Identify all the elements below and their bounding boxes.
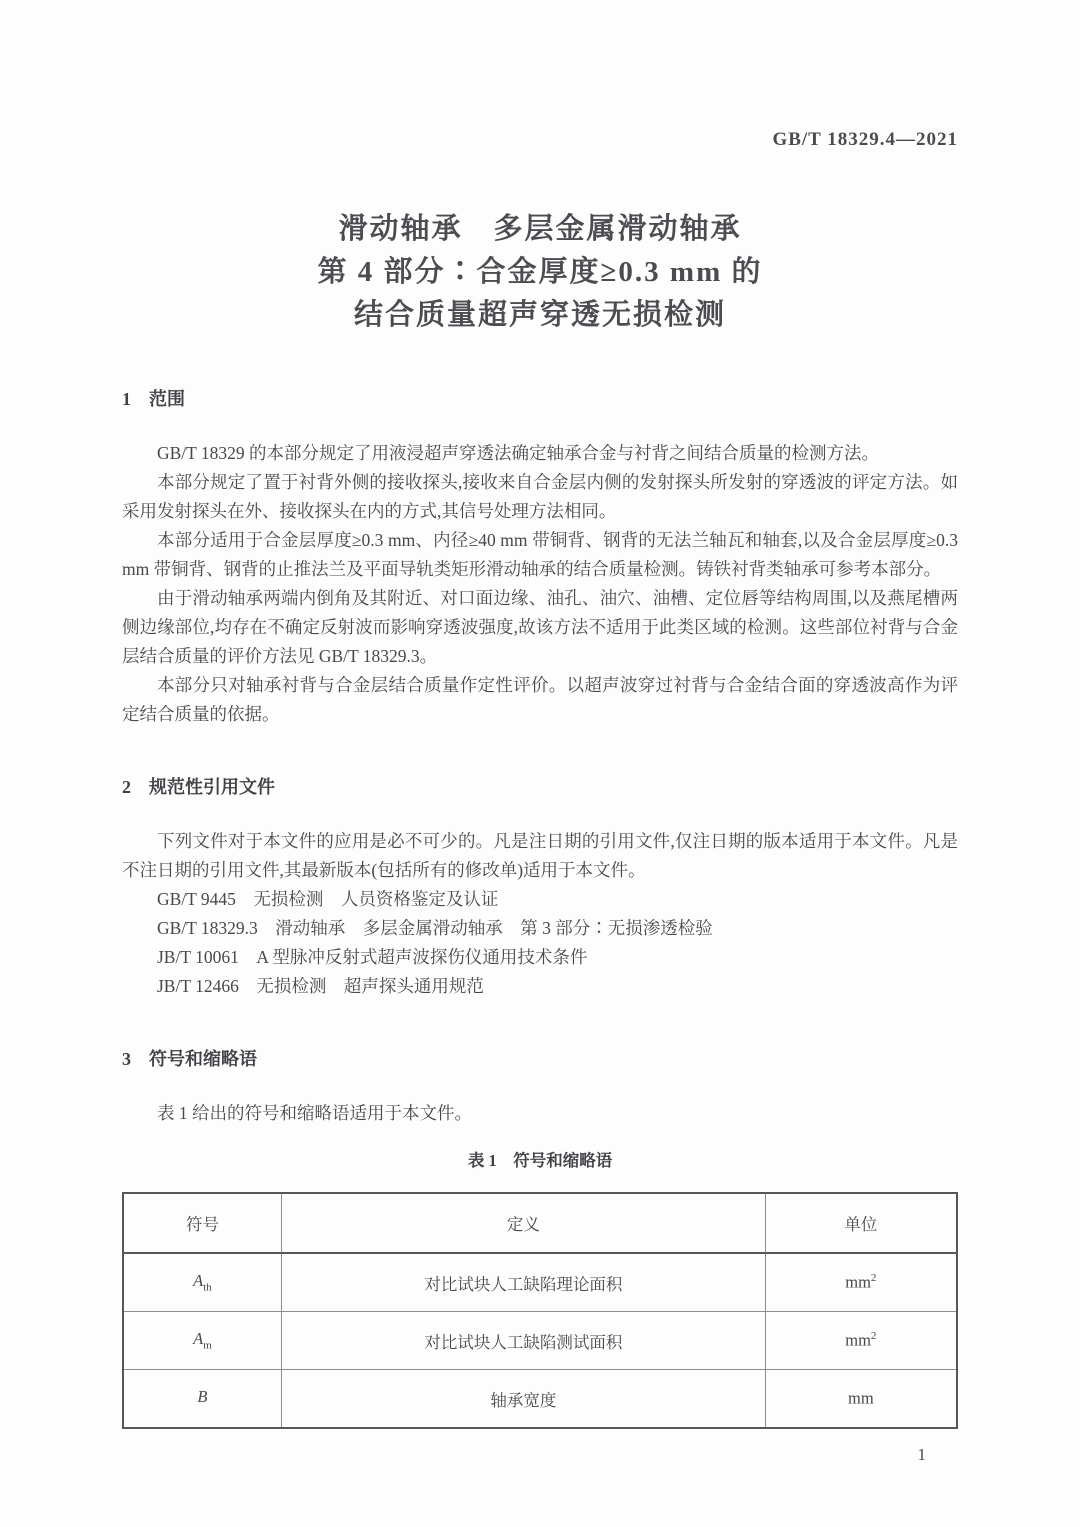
- symbol-base: B: [197, 1387, 208, 1407]
- paragraph: 下列文件对于本文件的应用是必不可少的。凡是注日期的引用文件,仅注日期的版本适用于本文件。凡是不注日期的引用文件,其最新版本(包括所有的修改单)适用于本文件。: [122, 831, 958, 880]
- reference-item: GB/T 18329.3 滑动轴承 多层金属滑动轴承 第 3 部分∶无损渗透检验: [157, 918, 713, 938]
- definition-cell: 对比试块人工缺陷测试面积: [281, 1312, 765, 1370]
- table-header-definition: 定义: [281, 1193, 765, 1253]
- title-line-2: 第 4 部分∶合金厚度≥0.3 mm 的: [317, 256, 763, 288]
- symbol-base: A: [193, 1329, 204, 1349]
- table-row: [123, 1253, 957, 1312]
- symbol-base: A: [193, 1271, 204, 1291]
- page-number: 1: [917, 1445, 926, 1464]
- section-3-body: [122, 1099, 958, 1128]
- table-header-unit: 单位: [765, 1193, 957, 1253]
- title-line-1: 滑动轴承 多层金属滑动轴承: [338, 213, 742, 245]
- unit-cell: [765, 1312, 957, 1370]
- section-1-body: [122, 439, 958, 729]
- table-row: [123, 1312, 957, 1370]
- paragraph: 本部分适用于合金层厚度≥0.3 mm、内径≥40 mm 带铜背、钢背的无法兰轴瓦和轴套,以及合金层厚度≥0.3 mm 带铜背、钢背的止推法兰及平面导轨类矩形滑动轴承的结合质量检测。铸铁衬背类轴承可参考本部分。: [122, 530, 958, 579]
- section-1-heading: 1 范围: [122, 389, 185, 409]
- unit-base: mm: [845, 1272, 871, 1292]
- unit-cell: [765, 1253, 957, 1312]
- table-header-row: [123, 1193, 957, 1253]
- unit-base: mm: [845, 1330, 871, 1350]
- section-3-heading: 3 符号和缩略语: [122, 1049, 257, 1069]
- paragraph: 本部分只对轴承衬背与合金层结合质量作定性评价。以超声波穿过衬背与合金结合面的穿透波高作为评定结合质量的依据。: [122, 675, 958, 724]
- paragraph: 本部分规定了置于衬背外侧的接收探头,接收来自合金层内侧的发射探头所发射的穿透波的评定方法。如采用发射探头在外、接收探头在内的方式,其信号处理方法相同。: [122, 472, 958, 521]
- definition-cell: 轴承宽度: [281, 1370, 765, 1429]
- symbol-subscript: th: [203, 1281, 212, 1294]
- reference-item: GB/T 9445 无损检测 人员资格鉴定及认证: [157, 889, 499, 909]
- section-2-heading: 2 规范性引用文件: [122, 777, 275, 797]
- section-2-body: [122, 827, 958, 1001]
- title-line-3: 结合质量超声穿透无损检测: [353, 299, 726, 331]
- table-header-symbol: 符号: [123, 1193, 281, 1253]
- symbols-table: [122, 1192, 958, 1429]
- unit-base: mm: [848, 1388, 874, 1408]
- unit-cell: [765, 1370, 957, 1429]
- paragraph: 由于滑动轴承两端内倒角及其附近、对口面边缘、油孔、油穴、油槽、定位唇等结构周围,以及燕尾槽两侧边缘部位,均存在不确定反射波而影响穿透波强度,故该方法不适用于此类区域的检测。这些部位衬背与合金层结合质量的评价方法见 GB/T 18329.3。: [122, 588, 958, 666]
- symbol-cell: [123, 1253, 281, 1312]
- paragraph: GB/T 18329 的本部分规定了用液浸超声穿透法确定轴承合金与衬背之间结合质量的检测方法。: [157, 443, 880, 463]
- reference-item: JB/T 10061 A 型脉冲反射式超声波探伤仪通用技术条件: [157, 947, 588, 967]
- table-row: [123, 1370, 957, 1429]
- definition-cell: 对比试块人工缺陷理论面积: [281, 1253, 765, 1312]
- unit-superscript: 2: [870, 1330, 877, 1343]
- symbol-cell: [123, 1312, 281, 1370]
- document-title: [122, 208, 958, 337]
- symbol-cell: [123, 1370, 281, 1429]
- references-list: [122, 885, 958, 1001]
- reference-item: JB/T 12466 无损检测 超声探头通用规范: [157, 976, 484, 996]
- paragraph: 表 1 给出的符号和缩略语适用于本文件。: [157, 1103, 472, 1123]
- doc-number: GB/T 18329.4—2021: [772, 129, 958, 150]
- symbol-subscript: m: [203, 1339, 212, 1352]
- table-caption: 表 1 符号和缩略语: [467, 1151, 613, 1170]
- unit-superscript: 2: [870, 1272, 877, 1285]
